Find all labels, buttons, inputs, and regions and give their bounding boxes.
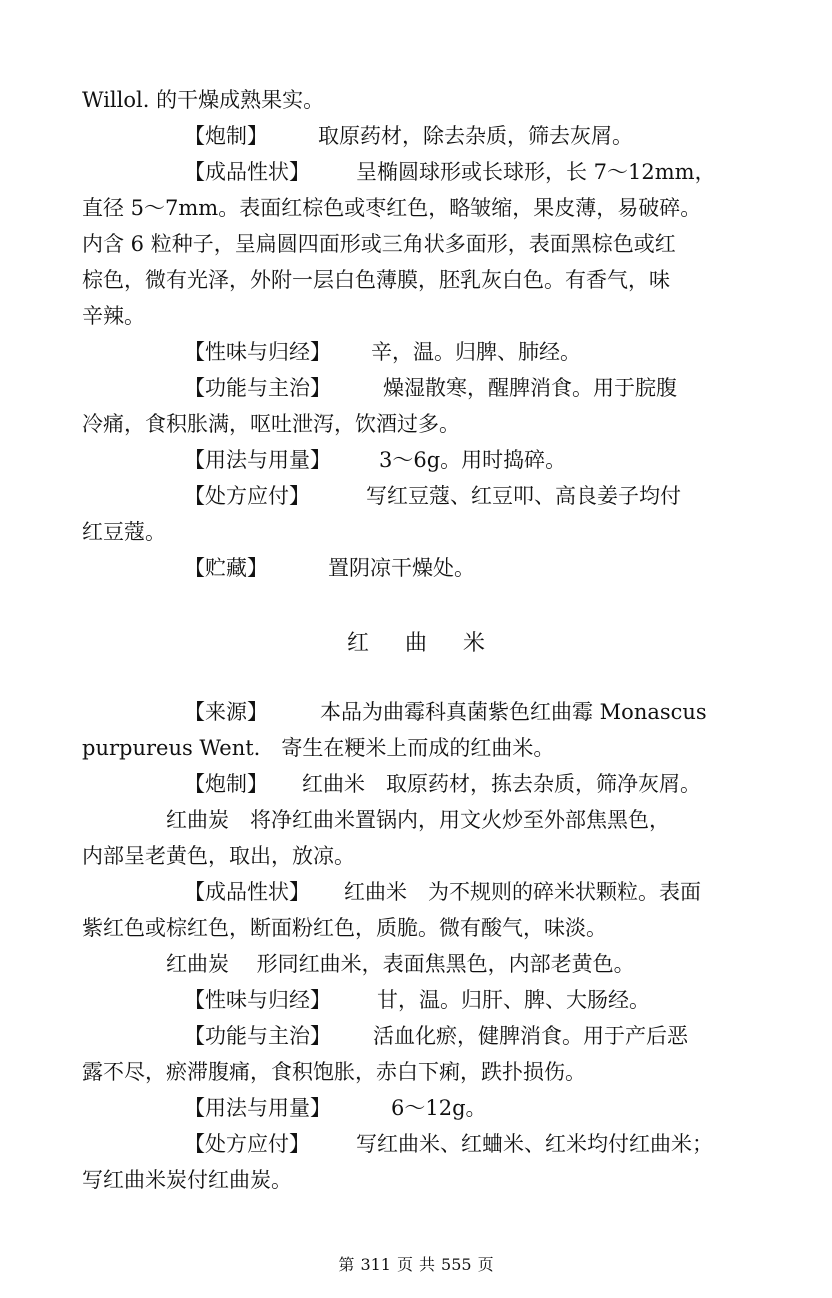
text-run: 红曲炭 形同红曲米，表面焦黑色，内部老黄色。	[166, 952, 635, 976]
text-run: purpureus Went. 寄生在粳米上而成的红曲米。	[82, 736, 555, 760]
text-line	[82, 734, 554, 762]
entry-text: 活血化瘀，健脾消食。用于产后恶	[373, 1024, 688, 1048]
text-run: 红曲炭 将净红曲米置锅内，用文火炒至外部焦黑色，	[166, 808, 670, 832]
text-run: 冷痛，食积胀满，呕吐泄泻，饮酒过多。	[82, 412, 460, 436]
entry-label: 【用法与用量】	[184, 1096, 331, 1120]
title-char: 米	[463, 631, 486, 656]
entry-label: 【功能与主治】	[184, 376, 331, 400]
entry-text: 燥湿散寒，醒脾消食。用于脘腹	[383, 376, 677, 400]
entry-text: 写红曲米、红蛐米、红米均付红曲米；	[356, 1132, 713, 1156]
text-line	[82, 1058, 586, 1086]
entry-text: 甘，温。归肝、脾、大肠经。	[377, 988, 650, 1012]
gongneng-entry	[184, 374, 677, 402]
xingzhuang-entry-2	[184, 878, 701, 906]
text-line	[166, 950, 635, 978]
footer-text: 页	[477, 1255, 494, 1274]
text-line	[166, 806, 670, 834]
entry-text: 6～12g。	[391, 1096, 487, 1120]
text-run: Willol. 的干燥成熟果实。	[82, 88, 325, 112]
footer-text: 第	[338, 1255, 355, 1274]
text-run: 红豆蔻。	[82, 520, 166, 544]
text-line	[82, 230, 676, 258]
text-line	[82, 518, 166, 546]
text-run: 棕色，微有光泽，外附一层白色薄膜，胚乳灰白色。有香气，味	[82, 268, 670, 292]
entry-text: 呈椭圆球形或长球形，长 7～12mm，	[356, 160, 716, 184]
entry-text: 3～6g。用时捣碎。	[379, 448, 567, 472]
xingwei-entry-2	[184, 986, 650, 1014]
entry-label: 【炮制】	[184, 124, 268, 148]
zhucang-entry	[184, 554, 475, 582]
entry-text: 红曲米 为不规则的碎米状颗粒。表面	[344, 880, 701, 904]
entry-label: 【处方应付】	[184, 1132, 310, 1156]
yongfa-entry-2	[184, 1094, 487, 1122]
entry-text: 辛，温。归脾、肺经。	[371, 340, 581, 364]
entry-text: 写红豆蔻、红豆叩、高良姜子均付	[366, 484, 681, 508]
text-run: 内含 6 粒种子，呈扁圆四面形或三角状多面形，表面黑棕色或红	[82, 232, 676, 256]
text-line	[82, 410, 460, 438]
text-run: 直径 5～7mm。表面红棕色或枣红色，略皱缩，果皮薄，易破碎。	[82, 196, 702, 220]
text-line	[82, 266, 670, 294]
text-line	[82, 194, 701, 222]
yongfa-entry	[184, 446, 566, 474]
entry-label: 【贮藏】	[184, 556, 268, 580]
text-run: 内部呈老黄色，取出，放凉。	[82, 844, 355, 868]
page-number: 311	[360, 1255, 391, 1274]
entry-text: 本品为曲霉科真菌紫色红曲霉 Monascus	[320, 700, 707, 724]
text-run: 写红曲米炭付红曲炭。	[82, 1168, 292, 1192]
section-title	[0, 626, 832, 657]
entry-label: 【炮制】	[184, 772, 268, 796]
text-run: 紫红色或棕红色，断面粉红色，质脆。微有酸气，味淡。	[82, 916, 607, 940]
entry-label: 【来源】	[184, 700, 268, 724]
entry-label: 【性味与归经】	[184, 340, 331, 364]
laiyuan-entry	[184, 698, 707, 726]
chufang-entry	[184, 482, 681, 510]
entry-label: 【处方应付】	[184, 484, 310, 508]
text-line	[82, 302, 145, 330]
entry-label: 【功能与主治】	[184, 1024, 331, 1048]
text-line	[82, 86, 324, 114]
paozhi-entry	[184, 122, 633, 150]
entry-text: 取原药材，除去杂质，筛去灰屑。	[318, 124, 633, 148]
paozhi-entry-2	[184, 770, 701, 798]
footer-text: 页	[396, 1255, 413, 1274]
page-footer	[0, 1254, 832, 1276]
text-run: 辛辣。	[82, 304, 145, 328]
entry-text: 红曲米 取原药材，拣去杂质，筛净灰屑。	[302, 772, 701, 796]
gongneng-entry-2	[184, 1022, 688, 1050]
entry-text: 置阴凉干燥处。	[328, 556, 475, 580]
xingzhuang-entry	[184, 158, 716, 186]
text-run: 露不尽，瘀滞腹痛，食积饱胀，赤白下痢，跌扑损伤。	[82, 1060, 586, 1084]
xingwei-entry	[184, 338, 581, 366]
total-pages: 555	[441, 1255, 472, 1274]
footer-text: 共	[419, 1255, 436, 1274]
title-char: 曲	[404, 631, 427, 656]
text-line	[82, 1166, 292, 1194]
text-line	[82, 914, 607, 942]
title-char: 红	[346, 631, 369, 656]
entry-label: 【成品性状】	[184, 160, 310, 184]
entry-label: 【性味与归经】	[184, 988, 331, 1012]
text-line	[82, 842, 355, 870]
entry-label: 【成品性状】	[184, 880, 310, 904]
chufang-entry-2	[184, 1130, 713, 1158]
entry-label: 【用法与用量】	[184, 448, 331, 472]
